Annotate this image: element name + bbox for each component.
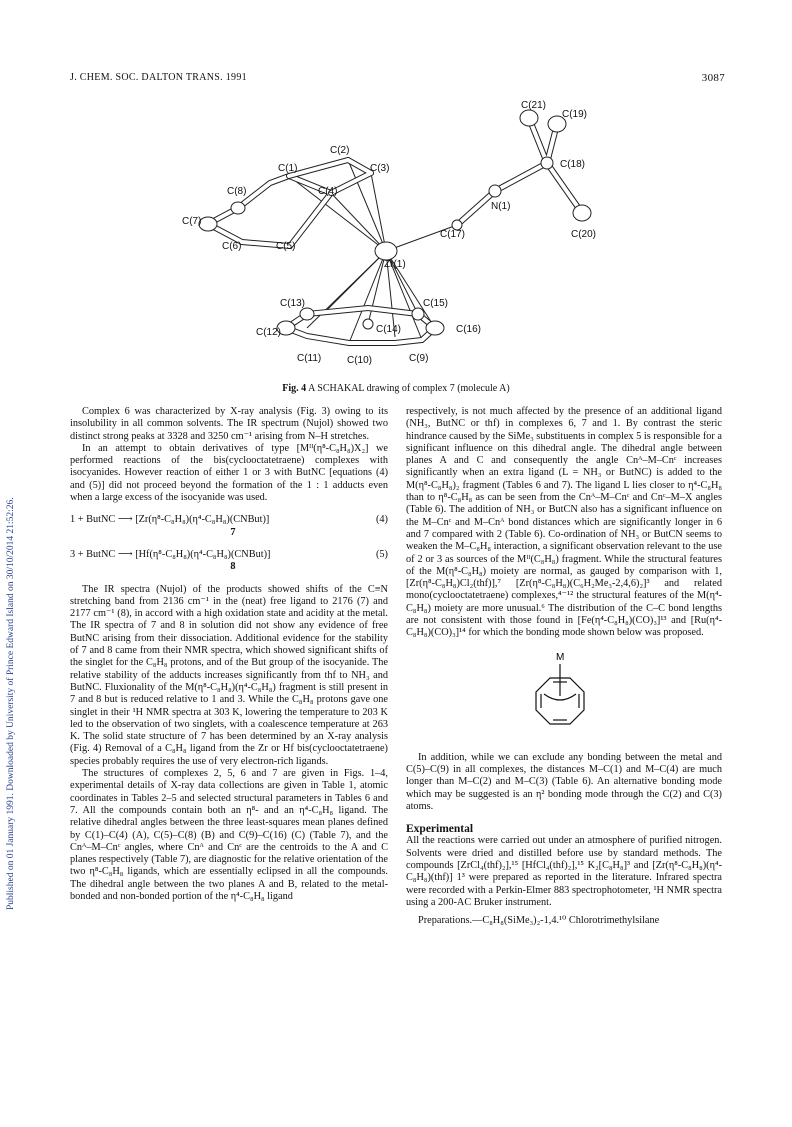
atom-label: C(6) [222, 241, 242, 252]
left-column [70, 406, 388, 903]
paragraph: The structures of complexes 2, 5, 6 and 7 are given in Figs. 1–4, experimental details of X-ray data collections are given in Table 1, atomic coordinates in Tables 2–5 and selected structural parameters in Tables 6 and 7. All the compounds contain both an η⁸- and an η⁴-C₈H₈ ligand. The relative dihedral angles between the three least-squares mean planes defined by C(1)–C(4) (A), C(5)–C(8) (B) and C(9)–C(16) (C) (Table 7), and the Cnᴬ–M–Cnᶜ angles, where Cnᴬ and Cnᶜ are the centroids to the A and C planes respectively (Table 7), are diagnostic for the relative orientation of the two η⁸-C₈H₈ ligands, which are essentially eclipsed in all the compounds. The dihedral angle between the two planes A and B, related to the metal-bonded and non-bonded portion of the η⁴-C₈H₈ ligand [70, 768, 388, 902]
running-header: J. CHEM. SOC. DALTON TRANS. 1991 [70, 72, 247, 83]
cyclooctatetraene-diagram [516, 648, 606, 744]
atom-label: C(12) [256, 327, 282, 338]
figure-caption [70, 383, 722, 394]
page-number: 3087 [701, 72, 725, 84]
atom-label: Zr(1) [384, 259, 406, 270]
atom-label: C(5) [276, 241, 296, 252]
paragraph: Preparations.—C₈H₈(SiMe₃)₂-1,4.¹⁰ Chlorotrimethylsilane [418, 915, 660, 927]
equation-product: 8 [230, 561, 236, 573]
atom-label: C(9) [409, 353, 429, 364]
atom-label: C(13) [280, 298, 306, 309]
metal-label: M [556, 651, 565, 663]
equation-4 [70, 514, 388, 539]
paragraph: The IR spectra (Nujol) of the products showed shifts of the C≡N stretching band from 2136 cm⁻¹ in the (neat) free ligand to 2176 (7) and 2177 cm⁻¹ (8), in accord with a high oxidation state and acidity at the metal. The IR spectra of 7 and 8 in solution did not show any evidence of free ButNC arising from their dissociation. Additional evidence for the stability of 7 and 8 came from their NMR spectra, which showed significant shifts of the singlet for the C₈H₈ protons, and of the But group of the isocyanide. The relative stability of the adducts increases significantly from thf to NH₃ and ButNC. Fluxionality of the M(η⁸-C₈H₈)(η⁴-C₈H₈) fragment is still present in 7 and 8 but is reduced relative to 1 and 3. While the C₈H₈ protons gave one singlet in their ¹H NMR spectra at 303 K, lowering the temperature to 203 K led to the observation of two singlets, with a coalescence temperature at 263 K. The solid state structure of 7 has been determined by an X-ray analysis (Fig. 4) Removal of a C₈H₈ ligand from the Zr or Hf bis(cyclooctatetraene) species probably requires the use of very electron-rich ligands. [70, 583, 388, 767]
atom-label: C(19) [562, 109, 588, 120]
paragraph: All the reactions were carried out under an atmosphere of purified nitrogen. Solvents were dried and distilled before use by standard methods. The compounds [ZrCl₄(thf)₂],¹⁵ [HfCl₄(thf)₂],¹⁵ K₂[C₈H₈]³ and [Zr(η⁸-C₈H₈)(η⁴-C₈H₈)(thf)] 1³ were prepared as reported in the literature. Infrared spectra were recorded with a Perkin-Elmer 883 spectrophotometer, ¹H NMR spectra using a 200-AC Bruker instrument. [406, 835, 722, 908]
atom-label: C(20) [571, 229, 597, 240]
side-note-text: Published on 01 January 1991. Downloaded by University of Prince Edward Island on 30/10/2014 21:52:26. [6, 497, 16, 910]
right-column [406, 406, 722, 928]
atom-label: C(14) [376, 324, 402, 335]
atom-label: C(10) [347, 355, 373, 366]
equation-5 [70, 549, 388, 574]
caption-label: Fig. 4 [282, 383, 307, 394]
atom-label: C(16) [456, 324, 482, 335]
atom-label: C(15) [423, 298, 449, 309]
equation-number: (5) [375, 548, 388, 560]
atom-label: C(18) [560, 159, 586, 170]
atom-label: C(8) [227, 186, 247, 197]
atom-label: C(21) [521, 100, 547, 111]
atom-label: N(1) [491, 201, 511, 212]
atom-label: C(2) [330, 145, 350, 156]
side-download-note [6, 210, 18, 910]
atom-label: C(1) [278, 163, 298, 174]
atom-label: C(11) [297, 353, 322, 364]
equation-product: 7 [230, 526, 236, 538]
equation-text: 1 + ButNC ⟶ [Zr(η⁸-C₈H₈)(η⁴-C₈H₈)(CNBut)] [70, 514, 270, 526]
bonding-mode-structure [406, 648, 722, 744]
atom-label: C(7) [182, 216, 202, 227]
caption-text: A SCHAKAL drawing of complex 7 (molecule A) [308, 383, 510, 394]
paragraph: respectively, is not much affected by the presence of an additional ligand (NH₃, ButNC or thf) in complexes 6, 7 and 1. By contrast the steric hindrance caused by the SiMe₃ substituents in complex 5 is responsible for a significant influence on this dihedral angle. The dihedral angle between planes A and C and consequently the angle Cnᴬ–M–Cnᶜ increases significantly when an extra ligand (L = NH₃ or ButNC) is added to the M(η⁸-C₈H₈)₂ fragment (Tables 6 and 7). The ligand L lies closer to η⁴-C₈H₈ than to η⁸-C₈H₈ as can be seen from the Cnᴬ–M–Cnᶜ and Cnᶜ–M–X angles (Table 6). The addition of NH₃ or ButCN also has a significant influence on the M–Cnᶜ and M–Cnᴬ bond distances which are significantly longer in 6 and 7 compared with 2 (Table 6). Co-ordination of NH₃ or ButCN seems to weaken the M–C₈H₈ interaction, a significant observation relevant to the use of 2 or 3 as sources of the Mᴵᴵ(C₈H₈) fragment. While the structural features of the M(η⁸-C₈H₈) moiety are normal, as gauged by comparison with 1, [Zr(η⁸-C₈H₈)Cl₂(thf)],⁷ [Zr(η⁸-C₈H₈)(C₆H₂Me₃-2,4,6)₂]³ and related mono(cyclooctatetraene) complexes,⁴⁻¹² the structural features of the M(η⁴-C₈H₈) moiety are more unusual.⁶ The distribution of the C–C bond lengths are not consistent with those found in [Fe(η⁴-C₈H₈)(CO)₃]¹³ and [Ru(η⁴-C₈H₈)(CO)₃]¹⁴ for which the bonding mode shown below was proposed. [406, 406, 722, 639]
paragraph: Complex 6 was characterized by X-ray analysis (Fig. 3) owing to its insolubility in all common solvents. The IR spectrum (Nujol) showed two distinct strong peaks at 3328 and 3250 cm⁻¹ arising from N–H stretches. [70, 406, 388, 442]
atom-label: C(17) [440, 229, 466, 240]
equation-text: 3 + ButNC ⟶ [Hf(η⁸-C₈H₈)(η⁴-C₈H₈)(CNBut)] [70, 548, 271, 560]
schakal-drawing [160, 96, 630, 381]
atom-label: C(4) [318, 186, 338, 197]
molecule-figure [160, 96, 630, 381]
paragraph: In addition, while we can exclude any bonding between the metal and C(5)–C(9) in all complexes, the distances M–C(1) and M–C(4) are much longer than M–C(2) and M–C(3) (Table 6). An alternative bonding mode which may be suggested is an η² bonding mode through the C(2) and C(3) atoms. [406, 751, 722, 812]
paragraph: In an attempt to obtain derivatives of type [Mᴵᴵ(η⁸-C₈H₈)X₂] we performed reactions of the bis(cyclooctatetraene) complexes with isocyanides. However reaction of either 1 or 3 with ButNC [equations (4) and (5)] did not proceed beyond the formation of the 1 : 1 adducts even when a large excess of the isocyanide was used. [70, 442, 388, 504]
section-heading: Experimental [406, 823, 474, 836]
equation-number: (4) [375, 514, 388, 526]
atom-label: C(3) [370, 163, 390, 174]
